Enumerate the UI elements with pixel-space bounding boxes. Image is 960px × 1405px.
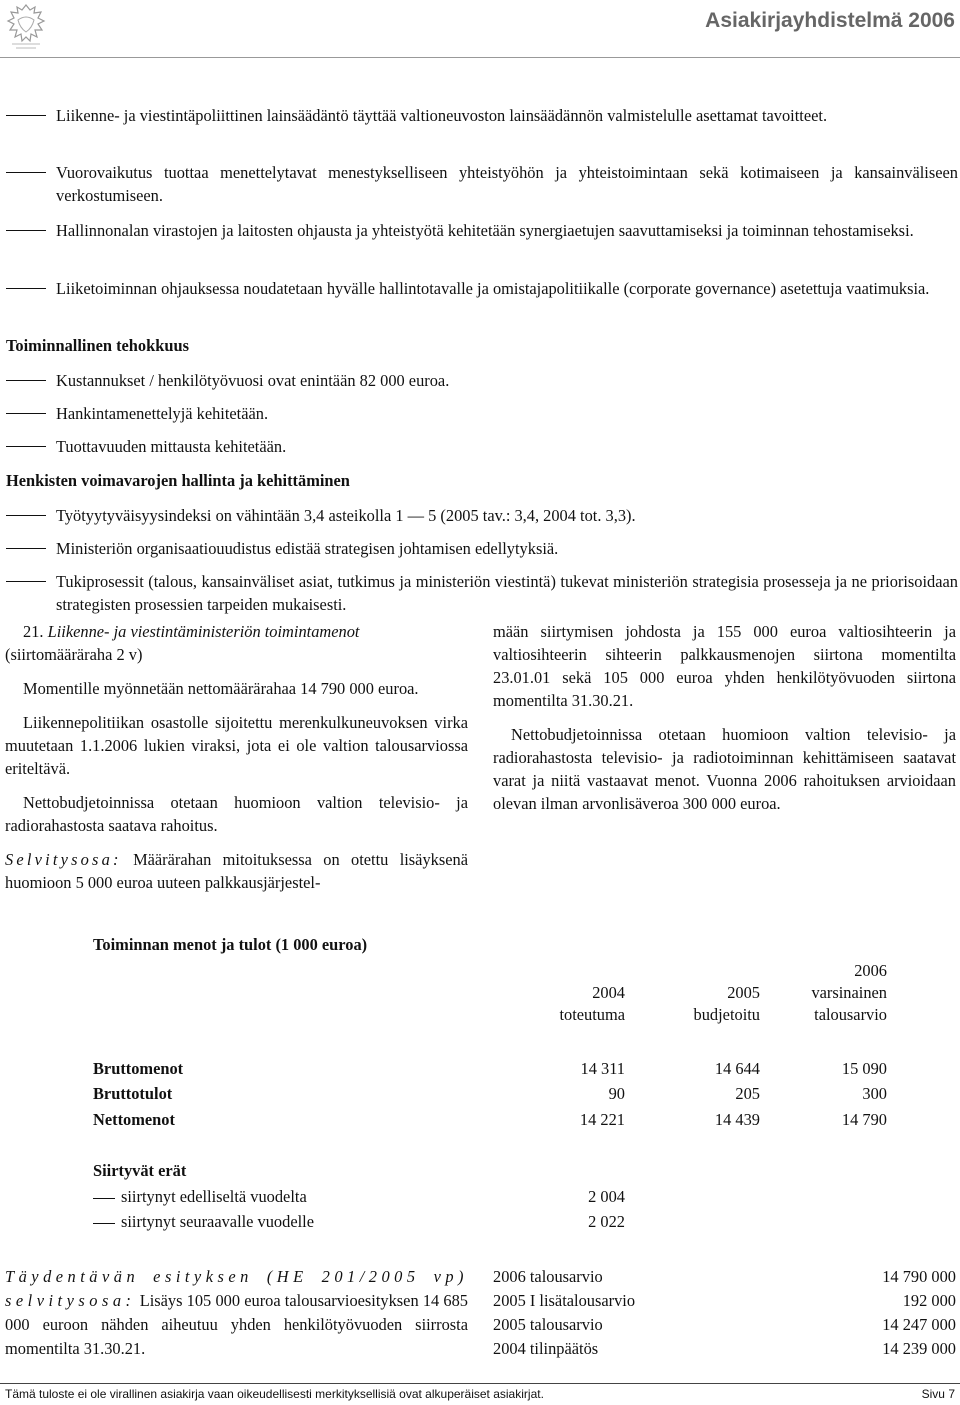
page-number: Sivu 7 — [921, 1387, 955, 1401]
moment-paragraph: Liikennepolitiikan osastolle sijoitettu merenkulkuneuvoksen virka muutetaan 1.1.2006 lukien viraksi, jota ei ole valtion talousarviossa eriteltävä. — [5, 713, 468, 778]
table-cell: 14 311 — [580, 1059, 625, 1078]
table-cell: 90 — [608, 1084, 625, 1103]
moment-paragraph: Selvitysosa: Määrärahan mitoituksessa on otettu lisäyksenä huomioon 5 000 euroa uuteen palkkausjärjestel- — [5, 850, 468, 892]
section-heading-hr: Henkisten voimavarojen hallinta ja kehittäminen — [6, 471, 350, 490]
section-heading-efficiency: Toiminnallinen tehokkuus — [6, 336, 189, 355]
list-item: Työtyytyväisyysindeksi on vähintään 3,4 asteikolla 1 — 5 (2005 tav.: 3,4, 2004 tot. 3,3). — [6, 504, 958, 527]
table-header-2005: 2005 budjetoitu — [693, 983, 760, 1024]
table-cell: 14 644 — [714, 1059, 760, 1078]
footer-disclaimer: Tämä tuloste ei ole virallinen asiakirja vaan oikeudellisesti merkityksellisiä ovat alkuperäiset asiakirjat. — [5, 1387, 544, 1401]
addendum-text: Täydentävän esityksen (HE 201/2005 vp) selvitysosa: Lisäys 105 000 euroa talousarvioesityksen 14 685 000 euroon nähden aiheutuu yhden henkilötyövuoden siirrosta momentilta 31.30.21. — [5, 1267, 468, 1358]
table-header-2006: 2006 varsinainen talousarvio — [811, 961, 887, 1024]
table-section-heading: Siirtyvät erät — [93, 1161, 187, 1180]
table-row-label: siirtynyt edelliseltä vuodelta — [93, 1185, 307, 1208]
document-title: Asiakirjayhdistelmä 2006 — [705, 9, 955, 32]
moment-paragraph: Momentille myönnetään nettomäärärahaa 14 790 000 euroa. — [23, 679, 419, 698]
moment-subtitle: (siirtomääräraha 2 v) — [5, 645, 143, 664]
list-item: Ministeriön organisaatiouudistus edistää strategisen johtamisen edellytyksiä. — [6, 537, 958, 560]
table-row-label: Bruttotulot — [93, 1084, 173, 1103]
moment-paragraph: Nettobudjetoinnissa otetaan huomioon valtion televisio- ja radiorahastosta saatava rahoitus. — [5, 793, 468, 835]
list-item: Hallinnonalan virastojen ja laitosten ohjausta ja yhteistyötä kehitetään synergiaetujen saavuttamiseksi ja toiminnan tehostamiseksi. — [6, 219, 958, 242]
table-cell: 14 221 — [579, 1110, 625, 1129]
table-cell: 300 — [862, 1084, 887, 1103]
list-item: Liiketoiminnan ohjauksessa noudatetaan hyvälle hallintotavalle ja omistajapolitiikalle (corporate governance) asetettuja vaatimuksia. — [6, 277, 958, 300]
table-cell: 14 439 — [714, 1110, 760, 1129]
list-item: Vuorovaikutus tuottaa menettelytavat menestykselliseen yhteistyöhön ja yhteistoimintaan sekä kotimaiseen ja kansainväliseen verkostumiseen. — [6, 161, 958, 207]
list-item: Tukiprosessit (talous, kansainväliset asiat, tutkimus ja ministeriön viestintä) tukevat ministeriön strategisia prosesseja ja ne priorisoidaan strategisten prosessien tarpeiden mukaisesti. — [6, 570, 958, 616]
moment-paragraph: Nettobudjetoinnissa otetaan huomioon valtion televisio- ja radiorahastosta televisio- ja radiotoiminnan kehittämiseen saatavat varat ja niitä vastaavat menot. Vuonna 2006 rahoituksen arvioidaan olevan ilman arvonlisäveroa 300 000 euroa. — [493, 725, 956, 813]
header-divider — [0, 57, 960, 58]
list-item: Liikenne- ja viestintäpoliittinen lainsäädäntö täyttää valtioneuvoston lainsäädännön valmistelulle asettamat tavoitteet. — [6, 104, 958, 127]
list-item: Hankintamenettelyjä kehitetään. — [6, 402, 958, 425]
table-header-2004: 2004 toteutuma — [559, 983, 625, 1024]
table-row-label: Nettomenot — [93, 1110, 175, 1129]
moment-right-column — [493, 620, 956, 815]
table-row-label: Bruttomenot — [93, 1059, 184, 1078]
table-title: Toiminnan menot ja tulot (1 000 euroa) — [93, 935, 368, 954]
table-cell: 2 004 — [588, 1187, 625, 1206]
table-cell: 14 790 — [841, 1110, 887, 1129]
lion-coat-of-arms-icon — [4, 2, 48, 54]
table-row-label: siirtynyt seuraavalle vuodelle — [93, 1210, 314, 1233]
list-item: Tuottavuuden mittausta kehitetään. — [6, 435, 958, 458]
footer-divider — [0, 1383, 960, 1384]
moment-title: 21. Liikenne- ja viestintäministeriön toimintamenot — [23, 622, 360, 641]
moment-left-column — [5, 620, 468, 894]
moment-paragraph: mään siirtymisen johdosta ja 155 000 euroa valtiosihteerin ja valtiosihteerin sihteerin palkkausmenojen siirtona momentilta 23.01.01 sekä 105 000 euroa yhden henkilötyövuoden siirtona momentilta 31.30.21. — [493, 622, 956, 710]
list-item: Kustannukset / henkilötyövuosi ovat enintään 82 000 euroa. — [6, 369, 958, 392]
table-cell: 15 090 — [841, 1059, 887, 1078]
table-cell: 2 022 — [588, 1212, 625, 1231]
table-cell: 205 — [735, 1084, 760, 1103]
